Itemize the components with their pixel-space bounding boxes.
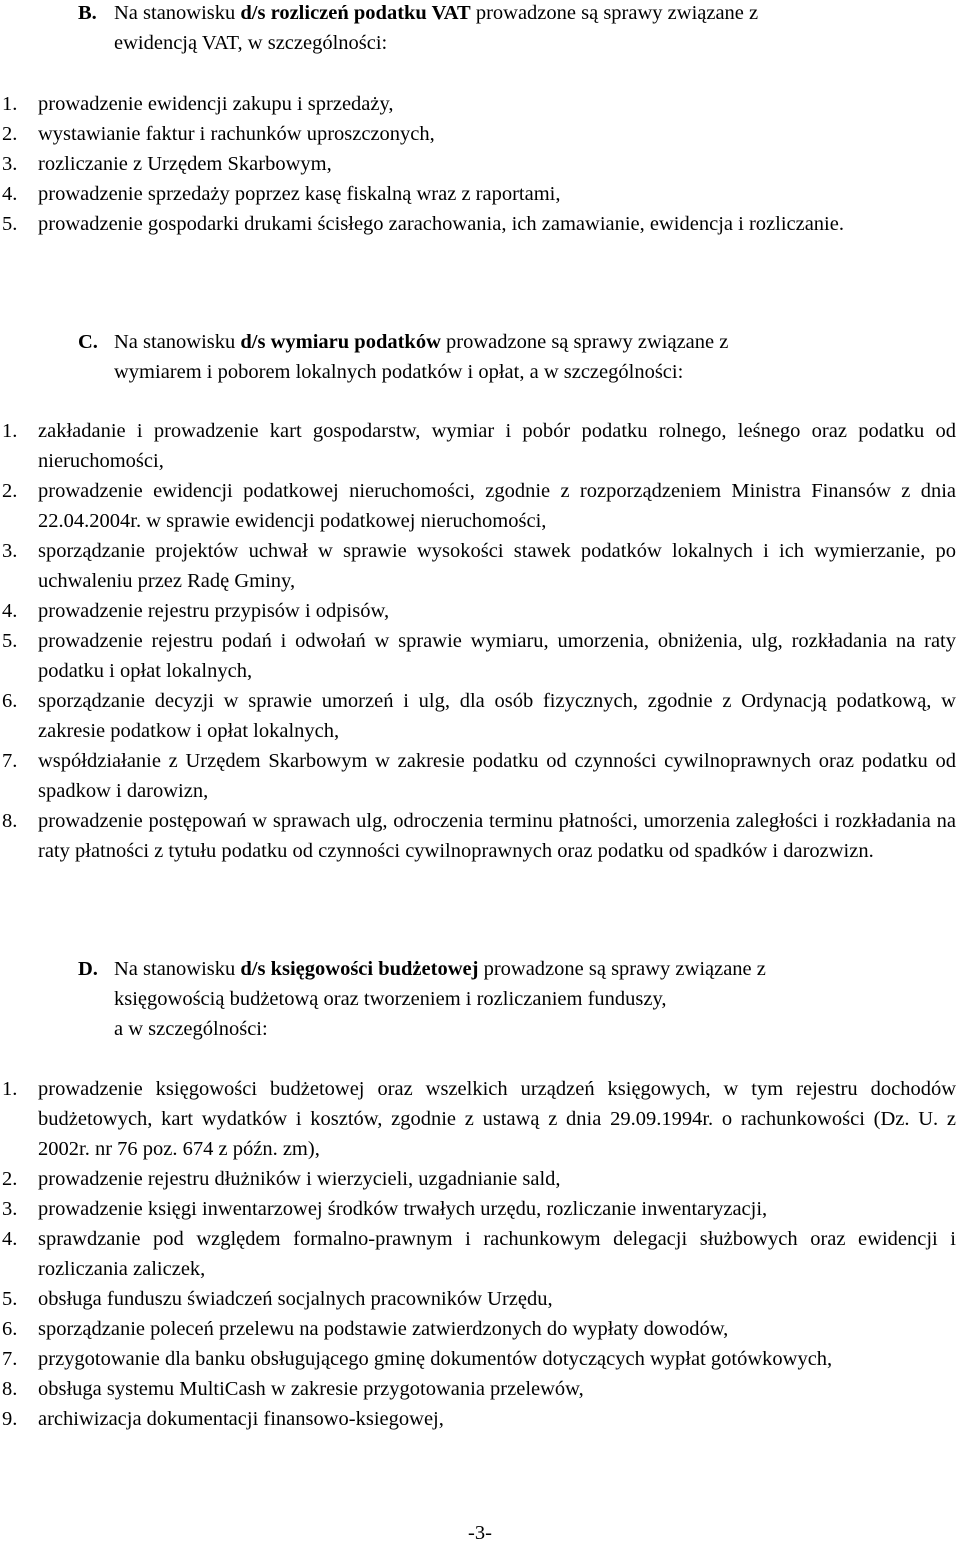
section-b-position: d/s rozliczeń podatku VAT — [240, 2, 471, 24]
list-item-text: wystawianie faktur i rachunków uproszczonych, — [38, 123, 435, 145]
section-b-list — [2, 89, 956, 239]
list-item-text: prowadzenie postępowań w sprawach ulg, odroczenia terminu płatności, umorzenia zaległości i rozkładania na raty płatności z tytułu podatku od czynności cywilnoprawnych oraz podatku od spadków i darozwizn. — [38, 810, 956, 862]
section-d-position: d/s księgowości budżetowej — [240, 958, 479, 980]
list-item-number: 3. — [2, 540, 18, 562]
list-item-number: 4. — [2, 1228, 18, 1250]
section-c-heading: C. Na stanowisku d/s wymiaru podatków prowadzone są sprawy związane z wymiarem i poborem lokalnych podatków i opłat, a w szczególności: — [78, 327, 956, 387]
list-item-text: rozliczanie z Urzędem Skarbowym, — [38, 153, 332, 175]
list-item-number: 3. — [2, 153, 18, 175]
list-item — [2, 1164, 956, 1194]
section-c-letter: C. — [78, 331, 98, 353]
section-b-heading: B. Na stanowisku d/s rozliczeń podatku VAT prowadzone są sprawy związane z ewidencją VAT, w szczególności: — [78, 0, 956, 58]
list-item — [2, 1074, 956, 1164]
list-item — [2, 686, 956, 746]
section-b-letter: B. — [78, 2, 97, 24]
list-item-number: 2. — [2, 480, 18, 502]
list-item-text: zakładanie i prowadzenie kart gospodarstw, wymiar i pobór podatku rolnego, leśnego oraz podatku od nieruchomości, — [38, 420, 956, 472]
list-item-text: sporządzanie poleceń przelewu na podstawie zatwierdzonych do wypłaty dowodów, — [38, 1318, 729, 1340]
list-item-number: 2. — [2, 1168, 18, 1190]
list-item-number: 7. — [2, 750, 18, 772]
list-item — [2, 536, 956, 596]
list-item — [2, 1374, 956, 1404]
list-item-number: 6. — [2, 690, 18, 712]
section-c-position: d/s wymiaru podatków — [240, 331, 441, 353]
list-item-text: prowadzenie gospodarki drukami ścisłego zarachowania, ich zamawianie, ewidencja i rozliczanie. — [38, 213, 844, 235]
list-item-number: 9. — [2, 1408, 18, 1430]
list-item — [2, 1344, 956, 1374]
list-item — [2, 1284, 956, 1314]
list-item-number: 5. — [2, 213, 18, 235]
list-item-text: prowadzenie ewidencji zakupu i sprzedaży, — [38, 93, 394, 115]
list-item-number: 1. — [2, 420, 18, 442]
list-item — [2, 1224, 956, 1284]
list-item-number: 7. — [2, 1348, 18, 1370]
section-d-list — [2, 1074, 956, 1434]
section-c-list — [2, 416, 956, 866]
list-item-text: prowadzenie księgowości budżetowej oraz wszelkich urządzeń księgowych, w tym rejestru dochodów budżetowych, kart wydatków i kosztów, zgodnie z ustawą z dnia 29.09.1994r. o rachunkowości (Dz. U. z 2002r. nr 76 poz. 674 z późn. zm), — [38, 1078, 956, 1160]
list-item-text: przygotowanie dla banku obsługującego gminę dokumentów dotyczących wypłat gotówkowych, — [38, 1348, 833, 1370]
list-item-text: obsługa funduszu świadczeń socjalnych pracowników Urzędu, — [38, 1288, 553, 1310]
list-item — [2, 1314, 956, 1344]
list-item — [2, 476, 956, 536]
list-item-text: sprawdzanie pod względem formalno-prawnym i rachunkowym delegacji służbowych oraz ewidencji i rozliczania zaliczek, — [38, 1228, 956, 1280]
list-item-text: prowadzenie sprzedaży poprzez kasę fiskalną wraz z raportami, — [38, 183, 561, 205]
list-item-text: sporządzanie decyzji w sprawie umorzeń i ulg, dla osób fizycznych, zgodnie z Ordynacją podatkową, w zakresie podatkow i opłat lokalnych, — [38, 690, 956, 742]
page-number: -3- — [468, 1522, 492, 1544]
list-item-number: 4. — [2, 183, 18, 205]
list-item-number: 8. — [2, 1378, 18, 1400]
list-item — [2, 179, 956, 209]
section-d-heading: D. Na stanowisku d/s księgowości budżetowej prowadzone są sprawy związane z księgowością budżetową oraz tworzeniem i rozliczaniem funduszy, a w szczególności: — [78, 954, 956, 1044]
list-item — [2, 89, 956, 119]
list-item-number: 5. — [2, 1288, 18, 1310]
list-item — [2, 746, 956, 806]
list-item — [2, 149, 956, 179]
list-item-text: prowadzenie rejestru podań i odwołań w sprawie wymiaru, umorzenia, obniżenia, ulg, rozkładania na raty podatku i opłat lokalnych, — [38, 630, 956, 682]
list-item-text: archiwizacja dokumentacji finansowo-ksiegowej, — [38, 1408, 444, 1430]
list-item-number: 8. — [2, 810, 18, 832]
list-item-text: sporządzanie projektów uchwał w sprawie wysokości stawek podatków lokalnych i ich wymierzanie, po uchwaleniu przez Radę Gminy, — [38, 540, 956, 592]
list-item — [2, 119, 956, 149]
list-item-text: prowadzenie księgi inwentarzowej środków trwałych urzędu, rozliczanie inwentaryzacji, — [38, 1198, 768, 1220]
list-item-number: 3. — [2, 1198, 18, 1220]
section-d-letter: D. — [78, 958, 98, 980]
list-item — [2, 626, 956, 686]
list-item — [2, 209, 956, 239]
list-item — [2, 416, 956, 476]
list-item-number: 2. — [2, 123, 18, 145]
list-item — [2, 806, 956, 866]
list-item-number: 6. — [2, 1318, 18, 1340]
list-item-text: prowadzenie rejestru dłużników i wierzycieli, uzgadnianie sald, — [38, 1168, 561, 1190]
list-item-text: prowadzenie rejestru przypisów i odpisów, — [38, 600, 390, 622]
list-item — [2, 1404, 956, 1434]
list-item — [2, 596, 956, 626]
list-item-number: 1. — [2, 1078, 18, 1100]
list-item-number: 4. — [2, 600, 18, 622]
list-item — [2, 1194, 956, 1224]
list-item-text: współdziałanie z Urzędem Skarbowym w zakresie podatku od czynności cywilnoprawnych oraz podatku od spadkow i darowizn, — [38, 750, 956, 802]
list-item-number: 5. — [2, 630, 18, 652]
list-item-text: obsługa systemu MultiCash w zakresie przygotowania przelewów, — [38, 1378, 584, 1400]
list-item-number: 1. — [2, 93, 18, 115]
list-item-text: prowadzenie ewidencji podatkowej nieruchomości, zgodnie z rozporządzeniem Ministra Finansów z dnia 22.04.2004r. w sprawie ewidencji podatkowej nieruchomości, — [38, 480, 956, 532]
